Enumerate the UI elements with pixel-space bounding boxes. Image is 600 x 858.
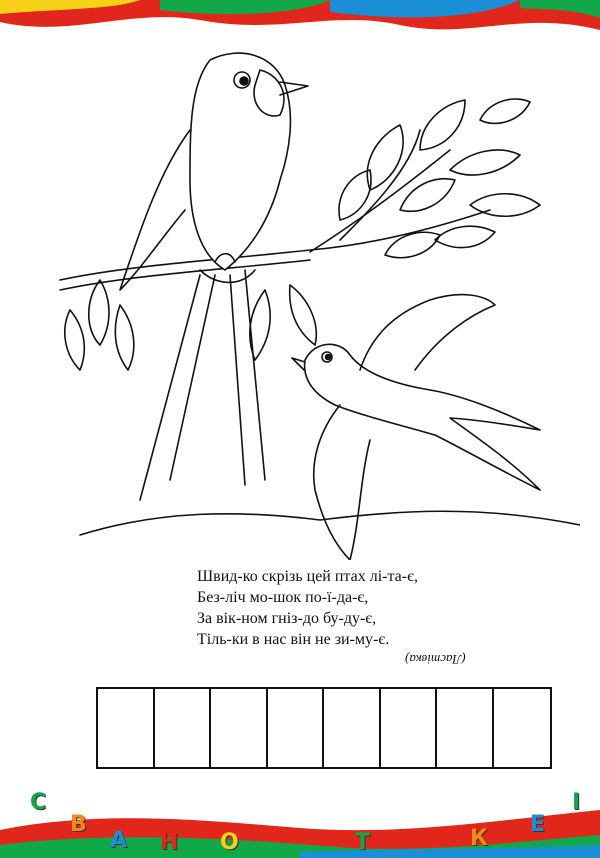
poem-line: Тіль-ки в нас він не зи-му-є.: [197, 631, 390, 648]
publisher-letter: Н: [160, 830, 179, 855]
answer-cell-5[interactable]: [324, 689, 381, 767]
publisher-letter: Е: [530, 812, 546, 837]
publisher-letter: К: [470, 826, 488, 851]
answer-cell-6[interactable]: [381, 689, 438, 767]
riddle-answer-upside-down: (Ластівка): [405, 652, 466, 667]
riddle-poem: [197, 566, 418, 650]
answer-cell-1[interactable]: [98, 689, 155, 767]
answer-cell-7[interactable]: [437, 689, 494, 767]
answer-cell-3[interactable]: [211, 689, 268, 767]
publisher-letter: І: [572, 790, 581, 815]
poem-line: Швид-ко скрізь цей птах лі-та-є,: [197, 568, 418, 585]
publisher-letter: Т: [355, 830, 371, 855]
poem-line: За вік-ном гніз-до бу-ду-є,: [197, 610, 377, 627]
publisher-letter: С: [30, 790, 47, 815]
leaf-icon: [65, 99, 540, 370]
swallow-illustration: [40, 40, 580, 560]
answer-cell-2[interactable]: [155, 689, 212, 767]
answer-cell-4[interactable]: [268, 689, 325, 767]
flying-swallow: [292, 295, 540, 560]
bottom-wave-banner: [0, 790, 600, 858]
branch-icon: [60, 210, 490, 280]
answer-cell-8[interactable]: [494, 689, 551, 767]
answer-letter-grid: [96, 687, 552, 769]
poem-line: Без-ліч мо-шок по-ї-да-є,: [197, 589, 369, 606]
publisher-letter: О: [220, 830, 239, 855]
publisher-letter: А: [110, 828, 128, 853]
publisher-letter: В: [70, 812, 87, 837]
